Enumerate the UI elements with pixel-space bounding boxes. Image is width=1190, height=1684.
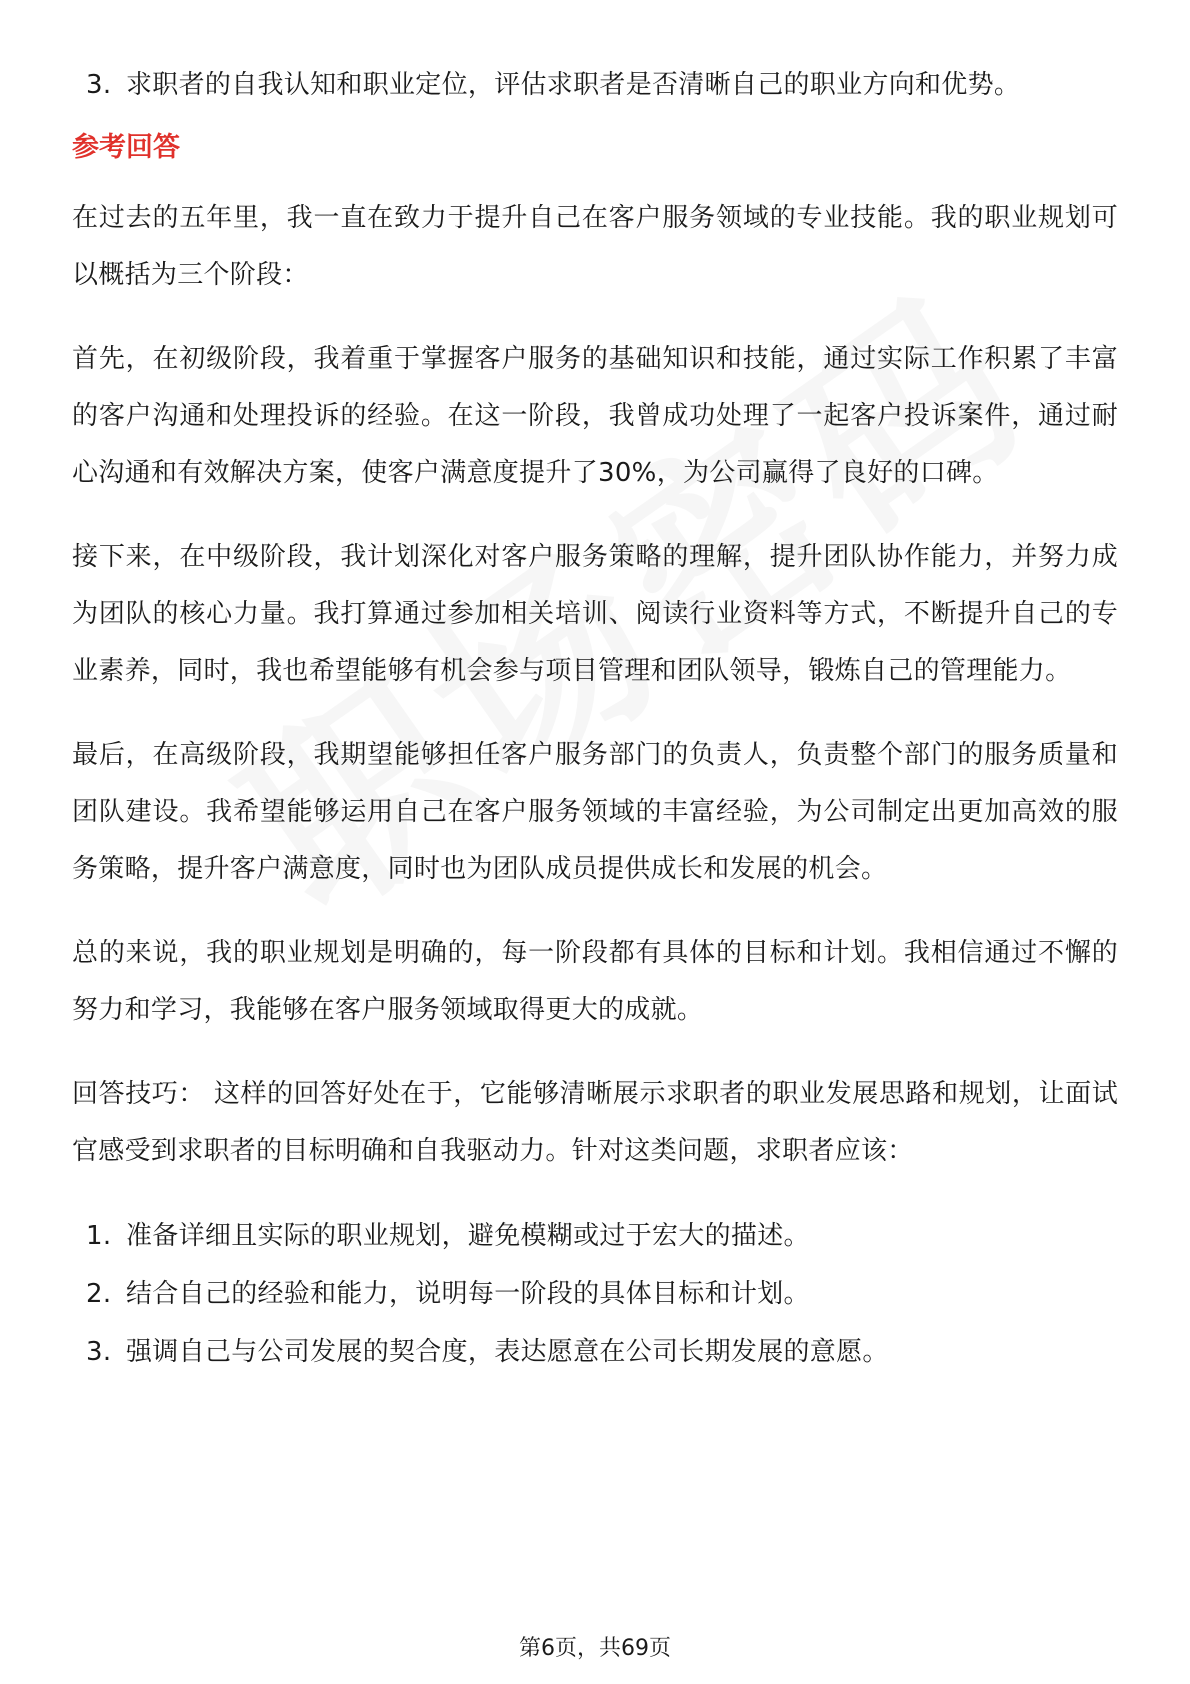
list-item-text: 求职者的自我认知和职业定位，评估求职者是否清晰自己的职业方向和优势。 — [126, 70, 1021, 100]
page-number-footer: 第6页，共69页 — [519, 1636, 671, 1661]
list-item-text: 结合自己的经验和能力，说明每一阶段的具体目标和计划。 — [126, 1279, 810, 1309]
list-item-text: 强调自己与公司发展的契合度，表达愿意在公司长期发展的意愿。 — [126, 1337, 889, 1367]
paragraph-senior-stage: 最后，在高级阶段，我期望能够担任客户服务部门的负责人，负责整个部门的服务质量和团队建设。我希望能够运用自己在客户服务领域的丰富经验，为公司制定出更加高效的服务策略，提升客户满意度，同时也为团队成员提供成长和发展的机会。 — [72, 740, 1118, 884]
page-content — [72, 56, 1118, 1381]
paragraph-junior-stage: 首先，在初级阶段，我着重于掌握客户服务的基础知识和技能，通过实际工作积累了丰富的客户沟通和处理投诉的经验。在这一阶段，我曾成功处理了一起客户投诉案件，通过耐心沟通和有效解决方案，使客户满意度提升了30%，为公司赢得了良好的口碑。 — [72, 344, 1118, 488]
list-item-number: 1. — [86, 1221, 112, 1251]
list-item-text: 准备详细且实际的职业规划，避免模糊或过于宏大的描述。 — [126, 1221, 810, 1251]
criteria-list — [72, 56, 1118, 114]
paragraph-intro: 在过去的五年里，我一直在致力于提升自己在客户服务领域的专业技能。我的职业规划可以概括为三个阶段： — [72, 203, 1118, 290]
paragraph-answer-tips: 回答技巧： 这样的回答好处在于，它能够清晰展示求职者的职业发展思路和规划，让面试官感受到求职者的目标明确和自我驱动力。针对这类问题，求职者应该： — [72, 1079, 1118, 1166]
list-item — [72, 1265, 1118, 1323]
paragraph-mid-stage: 接下来，在中级阶段，我计划深化对客户服务策略的理解，提升团队协作能力，并努力成为团队的核心力量。我打算通过参加相关培训、阅读行业资料等方式，不断提升自己的专业素养，同时，我也希望能够有机会参与项目管理和团队领导，锻炼自己的管理能力。 — [72, 542, 1118, 686]
paragraph-summary: 总的来说，我的职业规划是明确的，每一阶段都有具体的目标和计划。我相信通过不懈的努力和学习，我能够在客户服务领域取得更大的成就。 — [72, 938, 1118, 1025]
section-heading: 参考回答 — [72, 132, 180, 163]
list-item-number: 3. — [86, 70, 112, 100]
list-item-number: 2. — [86, 1279, 112, 1309]
list-item — [72, 56, 1118, 114]
list-item — [72, 1207, 1118, 1265]
list-item-number: 3. — [86, 1337, 112, 1367]
list-item — [72, 1323, 1118, 1381]
tips-list — [72, 1207, 1118, 1381]
